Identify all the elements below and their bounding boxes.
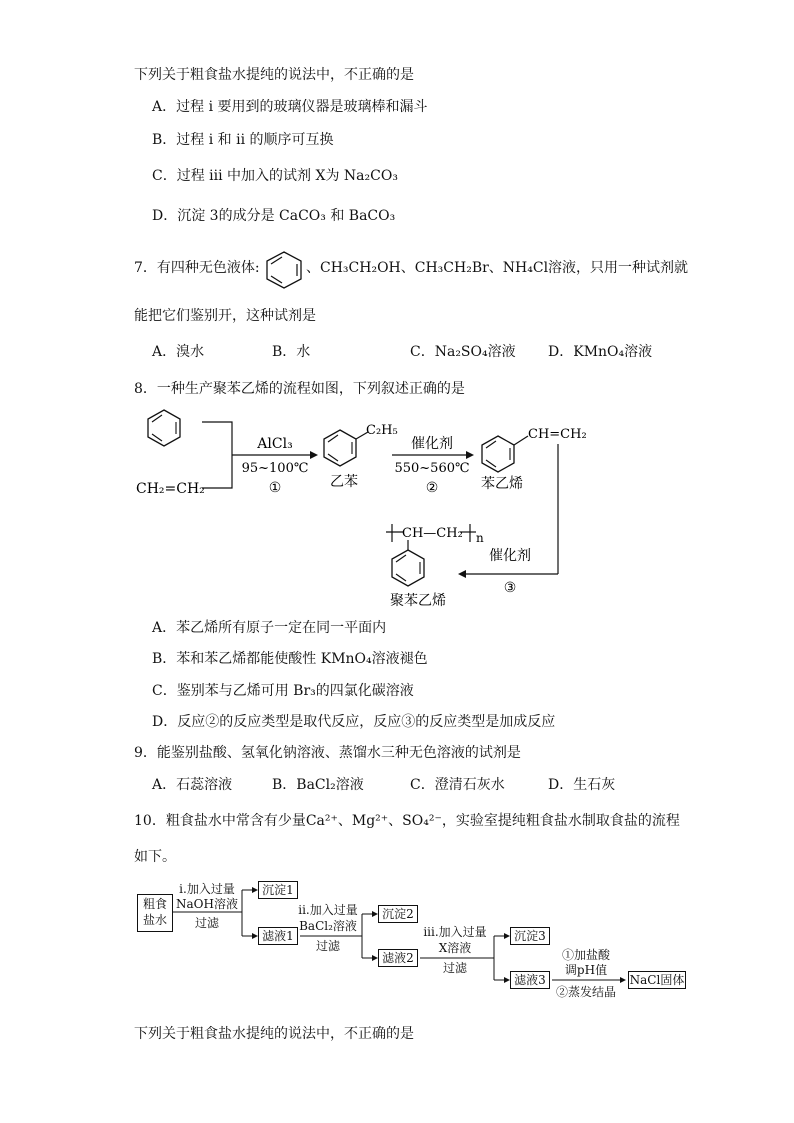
question-9-stem — [134, 744, 521, 762]
flow-connectors — [130, 876, 690, 1000]
option-text: BaCl₂溶液 — [296, 777, 364, 793]
q8-option-d[interactable] — [152, 713, 555, 731]
step-1-marker: ① — [268, 480, 282, 496]
option-text: 过程 iii 中加入的试剂 X为 Na₂CO₃ — [176, 168, 398, 184]
option-label: A． — [152, 777, 177, 793]
option-text: 苯乙烯所有原子一定在同一平面内 — [176, 620, 387, 636]
option-text: 鉴别苯与乙烯可用 Br₃的四氯化碳溶液 — [176, 683, 414, 699]
option-c-top[interactable] — [152, 167, 398, 185]
question-8-stem — [134, 380, 465, 398]
question-10-stem — [134, 812, 680, 830]
option-label: A． — [152, 344, 177, 360]
flow-step2-a: ii.加入过量 — [298, 903, 358, 917]
styrene-icon — [482, 436, 528, 472]
q8-option-b[interactable] — [152, 650, 428, 668]
flow-step1-b: NaOH溶液 — [176, 897, 238, 911]
flow-step4-b: 调pH值 — [564, 963, 608, 977]
q8-option-a[interactable] — [152, 619, 386, 637]
option-text: 生石灰 — [573, 777, 616, 793]
flow-step3-b: X溶液 — [438, 941, 472, 955]
question-10-footer: 下列关于粗食盐水提纯的说法中，不正确的是 — [134, 1026, 414, 1042]
option-label: B． — [272, 344, 297, 360]
option-b-top[interactable] — [152, 131, 334, 149]
condition-1: 95~100℃ — [241, 461, 309, 476]
q7-option-c[interactable] — [410, 343, 516, 361]
option-label: C． — [152, 683, 177, 699]
flow-step4-a: ①加盐酸 — [561, 948, 610, 962]
reagent-3: 催化剂 — [489, 548, 531, 564]
question-lead: 有四种无色液体: — [156, 260, 260, 276]
q9-option-c[interactable] — [410, 776, 505, 794]
ethyl-group: C₂H₅ — [366, 423, 398, 438]
question-text: 一种生产聚苯乙烯的流程如图，下列叙述正确的是 — [156, 381, 465, 397]
product-1-name: 乙苯 — [330, 474, 358, 490]
polystyrene-scheme — [130, 402, 600, 612]
step-3-marker: ③ — [503, 580, 517, 596]
option-text: 澄清石灰水 — [434, 777, 505, 793]
condition-2: 550~560℃ — [394, 461, 470, 476]
option-label: D． — [152, 208, 178, 224]
option-label: C． — [152, 168, 177, 184]
question-number: 7． — [134, 260, 157, 276]
question-text: 能鉴别盐酸、氢氧化钠溶液、蒸馏水三种无色溶液的试剂是 — [156, 745, 521, 761]
flow-step1-c: 过滤 — [194, 916, 219, 930]
q7-option-a[interactable] — [152, 343, 204, 361]
option-text: 反应②的反应类型是取代反应，反应③的反应类型是加成反应 — [177, 714, 556, 730]
q9-option-a[interactable] — [152, 776, 232, 794]
question-7-line2: 能把它们鉴别开，这种试剂是 — [134, 308, 316, 324]
reagent-1: AlCl₃ — [257, 436, 293, 452]
vinyl-group: CH=CH₂ — [528, 427, 587, 442]
option-text: 石蕊溶液 — [176, 777, 233, 793]
option-text: 沉淀 3的成分是 CaCO₃ 和 BaCO₃ — [177, 208, 396, 224]
option-label: A． — [152, 620, 177, 636]
question-7-rest: 、CH₃CH₂OH、CH₃CH₂Br、NH₄Cl溶液，只用一种试剂就 — [306, 260, 689, 276]
option-label: B． — [272, 777, 297, 793]
option-text: 过程 i 和 ii 的顺序可互换 — [176, 132, 334, 148]
flow-precipitate-1: 沉淀1 — [258, 881, 298, 899]
option-text: Na₂SO₄溶液 — [434, 344, 516, 360]
polymer-subscript-n: n — [476, 531, 484, 545]
flow-step2-b: BaCl₂溶液 — [299, 919, 357, 933]
option-label: D． — [548, 777, 574, 793]
flow-precipitate-3: 沉淀3 — [510, 927, 550, 945]
reagent-2: 催化剂 — [411, 436, 453, 452]
reactant-bracket — [202, 422, 232, 488]
option-label: D． — [152, 714, 178, 730]
flow-filtrate-2: 滤液2 — [378, 949, 418, 967]
question-number: 9． — [134, 745, 157, 761]
product-2-name: 苯乙烯 — [481, 476, 523, 492]
option-label: D． — [548, 344, 574, 360]
flow-filtrate-1: 滤液1 — [258, 927, 298, 945]
flow-step2-c: 过滤 — [315, 939, 340, 953]
option-label: C． — [410, 344, 435, 360]
flow-filtrate-3: 滤液3 — [510, 971, 550, 989]
flow-product-box: NaCl固体 — [629, 973, 685, 987]
polymer-repeat-unit: CH—CH₂ — [402, 526, 463, 541]
flow-step1-a: i.加入过量 — [179, 882, 235, 896]
flow-step3-c: 过滤 — [442, 961, 467, 975]
benzene-ring-icon — [262, 249, 306, 289]
option-text: 过程 i 要用到的玻璃仪器是玻璃棒和漏斗 — [176, 99, 428, 115]
q9-option-b[interactable] — [272, 776, 364, 794]
flow-step4-c: ②蒸发结晶 — [555, 985, 616, 999]
option-text: 溴水 — [176, 344, 205, 360]
q9-option-d[interactable] — [548, 776, 615, 794]
question-10-line2: 如下。 — [134, 849, 176, 865]
benzene-reactant-icon — [148, 410, 180, 446]
q7-option-b[interactable] — [272, 343, 310, 361]
ethylbenzene-icon — [324, 430, 368, 466]
option-d-top[interactable] — [152, 207, 395, 225]
product-3-name: 聚苯乙烯 — [390, 593, 446, 609]
flow-step3-a: iii.加入过量 — [423, 925, 487, 939]
ethylene-label: CH₂=CH₂ — [136, 481, 205, 497]
option-text: 水 — [296, 344, 311, 360]
question-text: 粗食盐水中常含有少量Ca²⁺、Mg²⁺、SO₄²⁻，实验室提纯粗食盐水制取食盐的流程 — [165, 813, 680, 829]
question-number: 8． — [134, 381, 157, 397]
option-text: KMnO₄溶液 — [573, 344, 653, 360]
flow-precipitate-2: 沉淀2 — [378, 905, 418, 923]
q7-option-d[interactable] — [548, 343, 652, 361]
option-label: B． — [152, 132, 177, 148]
question-number: 10． — [134, 813, 166, 829]
option-a-top[interactable] — [152, 98, 428, 116]
question-stem-top: 下列关于粗食盐水提纯的说法中，不正确的是 — [134, 67, 414, 83]
flow-start-box: 粗食盐水 — [137, 894, 173, 932]
step-2-marker: ② — [425, 480, 439, 496]
option-label: A． — [152, 99, 177, 115]
question-7-line1 — [134, 259, 260, 277]
q8-option-c[interactable] — [152, 682, 414, 700]
option-text: 苯和苯乙烯都能使酸性 KMnO₄溶液褪色 — [176, 651, 428, 667]
option-label: C． — [410, 777, 435, 793]
option-label: B． — [152, 651, 177, 667]
